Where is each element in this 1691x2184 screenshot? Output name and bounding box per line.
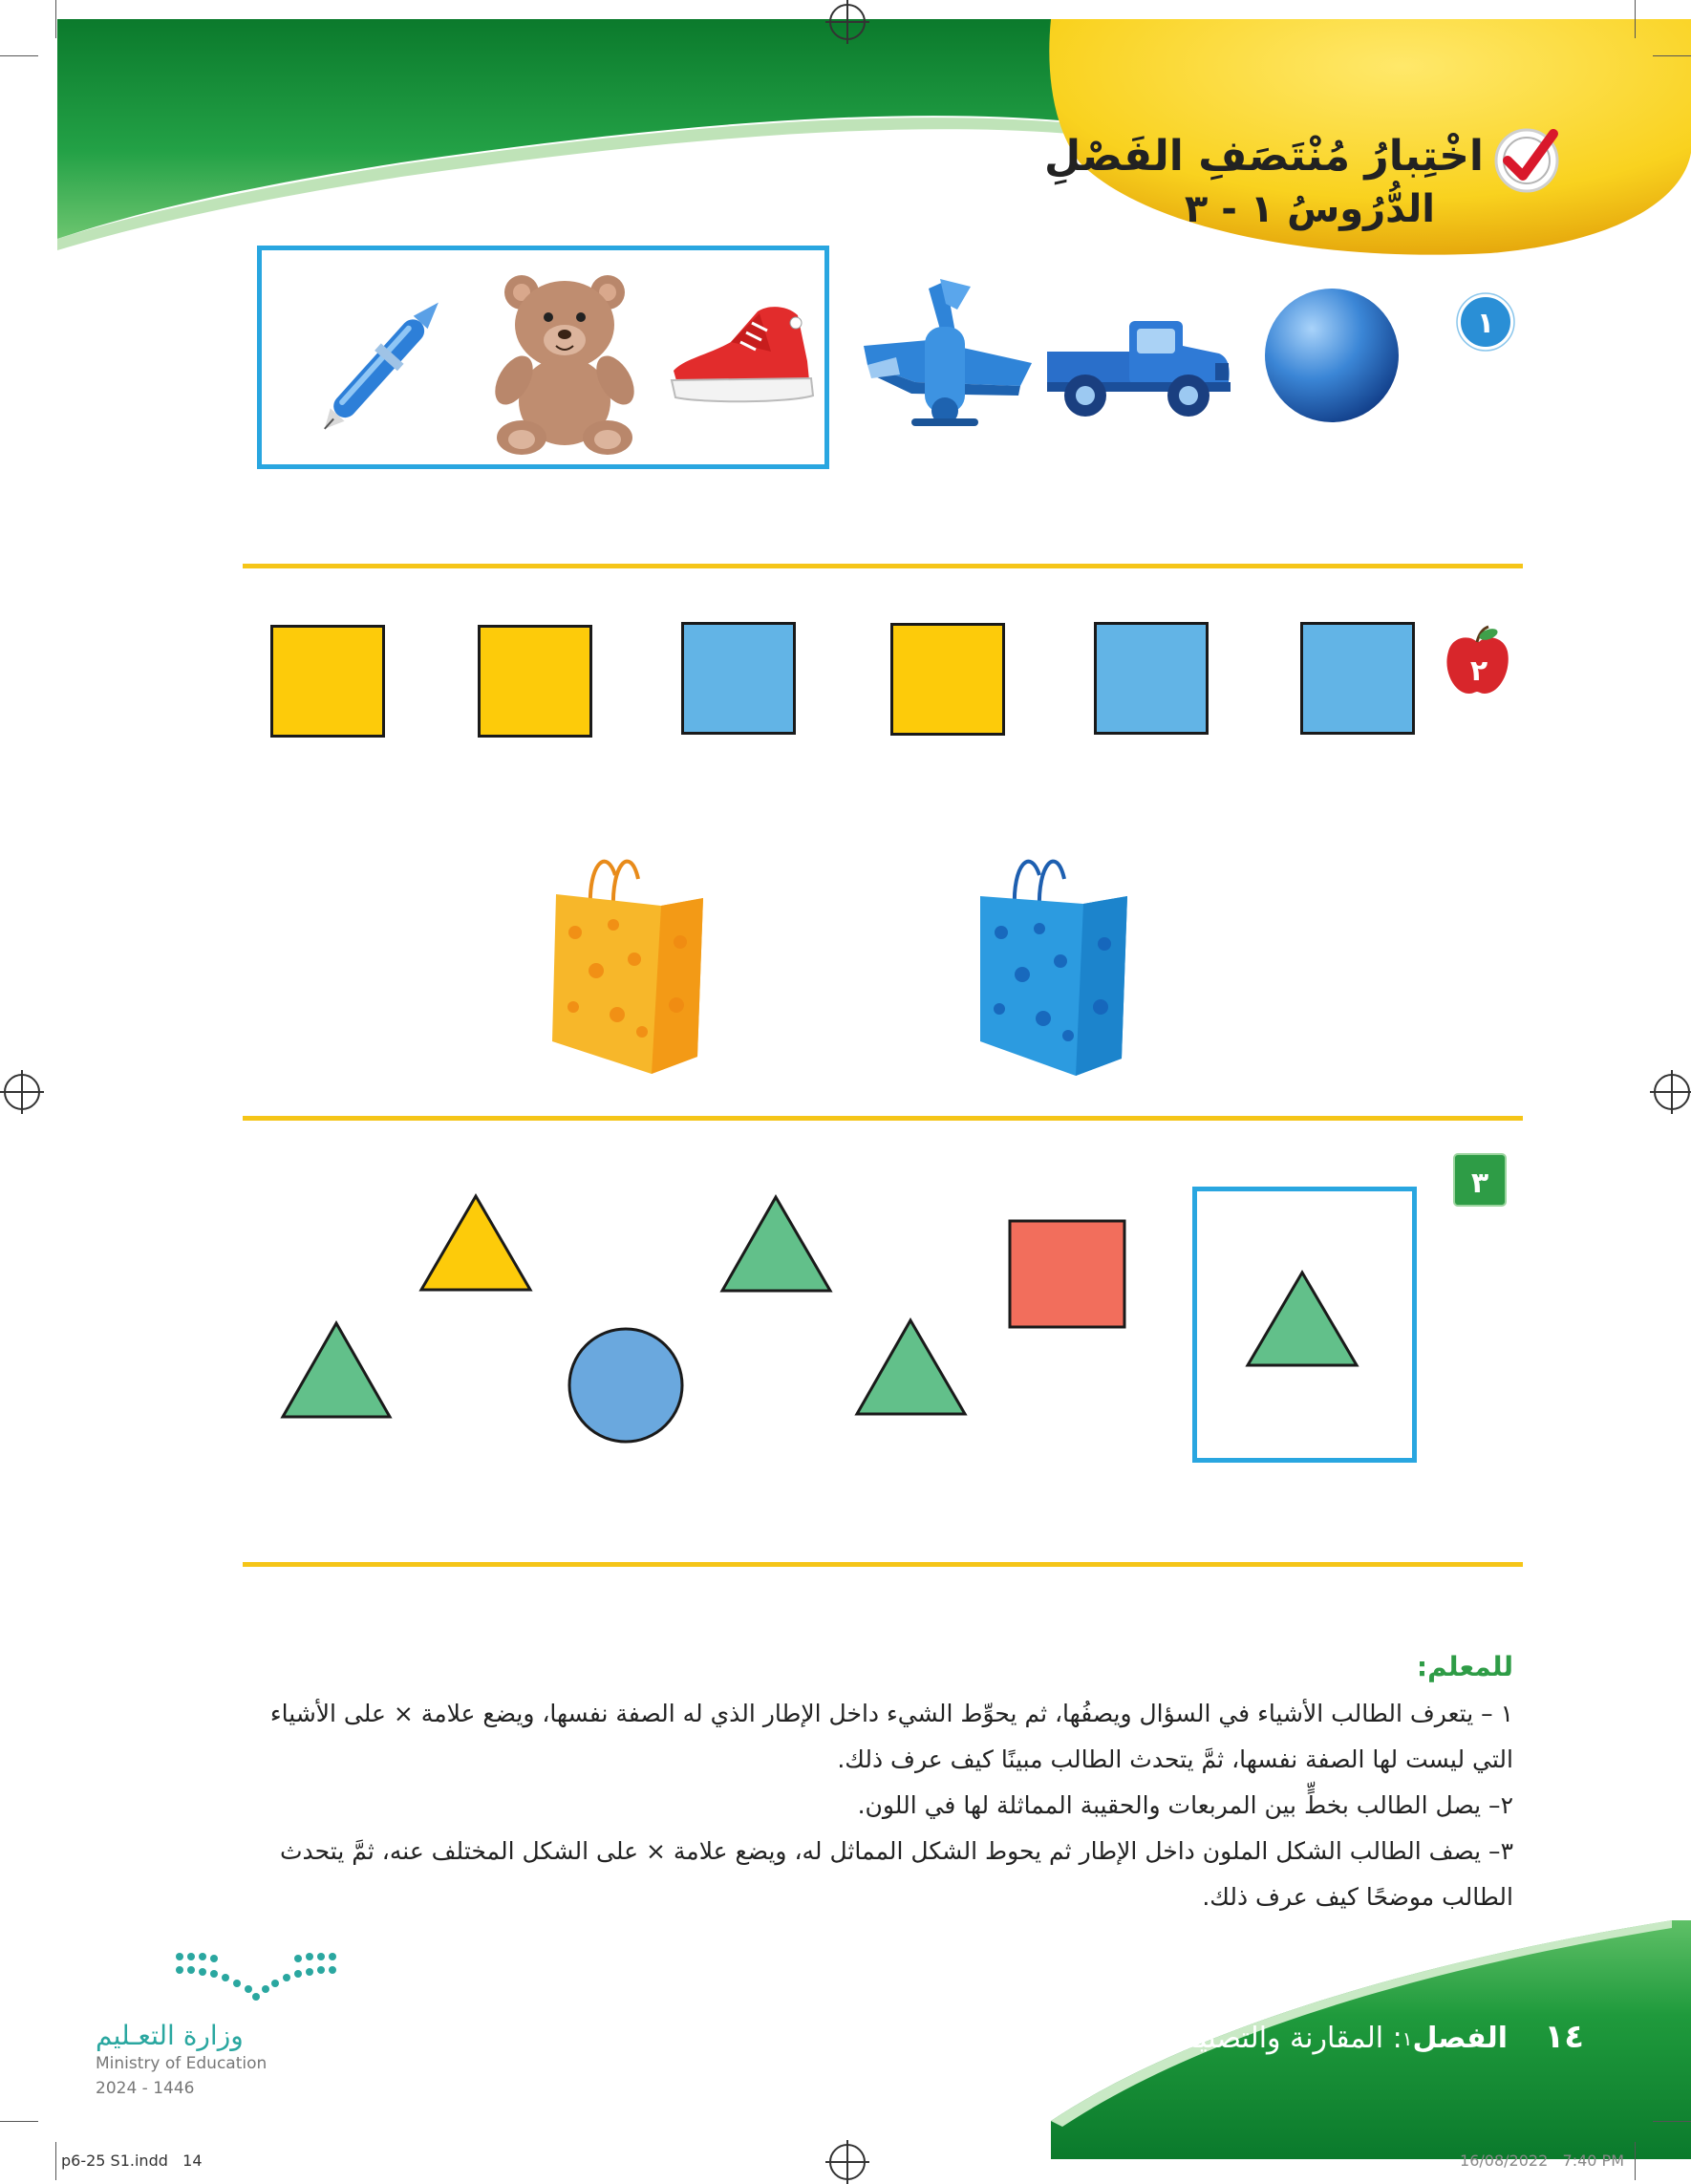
crop-mark	[1653, 2121, 1691, 2122]
question-2-badge	[1445, 625, 1511, 697]
crop-mark	[0, 2121, 38, 2122]
print-timestamp: 16/08/2022 7:40 PM	[1460, 2152, 1624, 2170]
teddy-bear-icon	[485, 268, 648, 459]
ministry-name-ar: وزارة التعـليم	[96, 2020, 244, 2051]
square-shape	[270, 625, 385, 738]
question-number: ٣	[1470, 1167, 1489, 1200]
ministry-year: 2024 - 1446	[96, 2079, 195, 2098]
triangle-shape	[1248, 1273, 1357, 1365]
square-shape	[1094, 622, 1209, 735]
triangle-shape	[283, 1323, 390, 1417]
registration-mark-icon	[4, 1074, 40, 1110]
chapter-title	[1169, 2022, 1508, 2055]
section-divider	[243, 564, 1523, 568]
circle-shape	[569, 1329, 682, 1442]
q3-shapes	[0, 1146, 1691, 1510]
teacher-notes	[243, 1691, 1513, 1920]
crop-mark	[55, 0, 56, 38]
crop-mark	[55, 2142, 56, 2180]
section-divider	[243, 1562, 1523, 1567]
ministry-logo-icon	[172, 1949, 340, 2004]
page-title: اخْتِبارُ مُنْتَصَفِ الفَصْلِ	[1043, 132, 1484, 181]
file-info: p6-25 S1.indd 14	[61, 2152, 203, 2170]
square-shape	[1300, 622, 1415, 735]
page-number: ١٤	[1544, 2018, 1584, 2056]
teacher-note-1: ١ – يتعرف الطالب الأشياء في السؤال ويصفُها، ثم يحوِّط الشيء داخل الإطار الذي له الصفة نفسها، ويضع علامة × على الأشياء التي ليست لها الصفة نفسها، ثمَّ يتحدث الطالب مبينًا كيف عرف ذلك.	[269, 1700, 1513, 1773]
question-number: ١	[1476, 307, 1495, 340]
ball-icon	[1263, 287, 1401, 424]
triangle-shape	[857, 1320, 965, 1414]
chapter-name: : المقارنة والتصنيف	[1169, 2022, 1402, 2055]
teacher-note-3: ٣– يصف الطالب الشكل الملون داخل الإطار ثم يحوط الشكل المماثل له، ويضع علامة × على الشكل المختلف عنه، ثمَّ يتحدث الطالب موضحًا كيف عرف ذلك.	[280, 1837, 1513, 1911]
crop-mark	[0, 55, 38, 56]
chapter-label: الفصل	[1412, 2022, 1508, 2055]
crop-mark	[1635, 2142, 1636, 2180]
ministry-name-en: Ministry of Education	[96, 2054, 268, 2073]
yellow-bag-icon	[546, 837, 709, 1074]
blue-bag-icon	[971, 837, 1133, 1076]
registration-mark-icon	[1654, 1074, 1690, 1110]
question-1-badge	[1456, 292, 1515, 352]
teacher-note-2: ٢– يصل الطالب بخطٍّ بين المربعات والحقيبة المماثلة لها في اللون.	[857, 1791, 1513, 1819]
square-shape	[1010, 1221, 1124, 1327]
teacher-notes-heading: للمعلم:	[1416, 1651, 1513, 1682]
square-shape	[478, 625, 592, 738]
triangle-shape	[421, 1196, 530, 1290]
square-shape	[681, 622, 796, 735]
section-divider	[243, 1116, 1523, 1121]
page-subtitle: الدُّرُوسُ ١ - ٣	[1184, 187, 1435, 231]
triangle-shape	[722, 1197, 830, 1291]
truck-icon	[1043, 308, 1234, 426]
crop-mark	[1653, 55, 1691, 56]
sneaker-icon	[664, 304, 817, 411]
registration-mark-icon	[829, 4, 866, 40]
question-number: ٢	[1469, 654, 1488, 688]
square-shape	[890, 623, 1005, 736]
chapter-number: ١	[1402, 2027, 1413, 2050]
checkmark-icon	[1488, 120, 1565, 197]
crop-mark	[1635, 0, 1636, 38]
pen-icon	[296, 279, 468, 451]
airplane-icon	[858, 275, 1034, 439]
